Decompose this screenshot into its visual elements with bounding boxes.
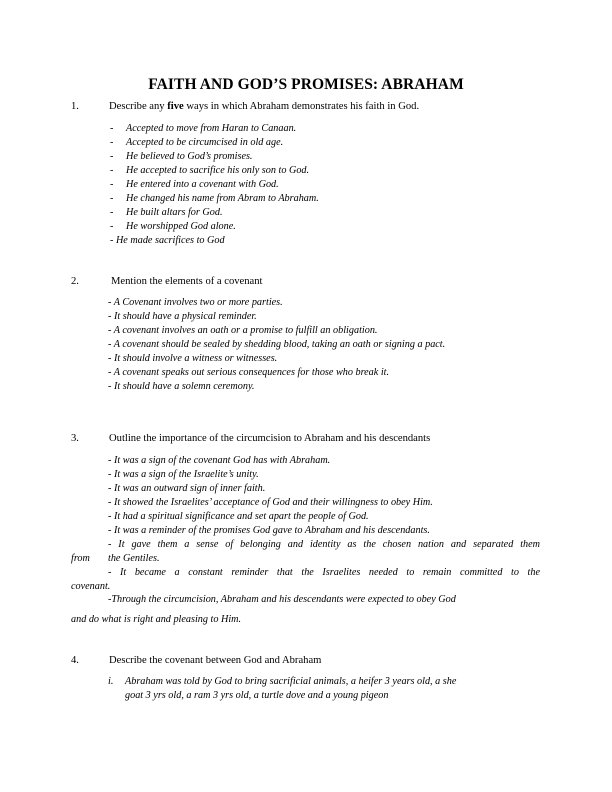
answer-list-3 — [108, 454, 540, 538]
list-item: - He changed his name from Abram to Abraham. — [110, 193, 319, 204]
question-4 — [71, 655, 551, 669]
question-number: 1. — [71, 101, 79, 112]
question-text: Mention the elements of a covenant — [111, 276, 263, 287]
list-item: - It was a sign of the Israelite’s unity. — [108, 469, 259, 480]
answer-text: He worshipped God alone. — [126, 221, 236, 232]
question-3 — [71, 433, 551, 447]
answer-text: He entered into a covenant with God. — [126, 179, 279, 190]
long-answer-3-line1: -Through the circumcision, Abraham and his descendants were expected to obey God — [108, 594, 456, 605]
long-answer-3-line2: and do what is right and pleasing to Him. — [71, 614, 242, 625]
answer-text: - It gave them a sense of belonging and identity as the chosen nation and separated them — [108, 539, 540, 550]
list-item: - He accepted to sacrifice his only son to God. — [110, 165, 310, 176]
question-text — [109, 101, 419, 112]
question-1 — [71, 101, 551, 115]
list-item-continuation: goat 3 yrs old, a ram 3 yrs old, a turtle dove and a young pigeon — [125, 690, 389, 701]
question-number: 3. — [71, 433, 79, 444]
list-item: - It was a sign of the covenant God has with Abraham. — [108, 455, 331, 466]
answer-text: Accepted to move from Haran to Canaan. — [126, 123, 297, 134]
answer-text: He accepted to sacrifice his only son to God. — [126, 165, 310, 176]
answer-text: Accepted to be circumcised in old age. — [126, 137, 284, 148]
list-item: - He built altars for God. — [110, 207, 223, 218]
question-text: Describe the covenant between God and Abraham — [109, 655, 322, 666]
list-item: - A covenant should be sealed by shedding blood, taking an oath or signing a pact. — [108, 339, 446, 350]
list-item: - He made sacrifices to God — [110, 235, 225, 246]
item-marker: i. — [108, 676, 114, 687]
list-item: - He worshipped God alone. — [110, 221, 236, 232]
long-answer-2-line2: covenant. — [71, 581, 111, 592]
list-item — [108, 675, 548, 689]
list-item: - It was a reminder of the promises God gave to Abraham and his descendants. — [108, 525, 430, 536]
list-item: - A covenant speaks out serious consequences for those who break it. — [108, 367, 390, 378]
question-text-part: Describe any — [109, 101, 168, 112]
answer-text: He changed his name from Abram to Abraham. — [126, 193, 319, 204]
question-text-part: ways in which Abraham demonstrates his faith in God. — [183, 101, 420, 112]
long-answer-1-line2: the Gentiles. — [108, 553, 160, 564]
list-item: - He entered into a covenant with God. — [110, 179, 279, 190]
long-answer-2-line1 — [108, 566, 540, 580]
list-item: - It was an outward sign of inner faith. — [108, 483, 266, 494]
answer-list-4 — [108, 675, 548, 703]
list-item: - It should involve a witness or witnesses. — [108, 353, 278, 364]
list-item: - A covenant involves an oath or a promise to fulfill an obligation. — [108, 325, 378, 336]
list-item: - Accepted to be circumcised in old age. — [110, 137, 284, 148]
answer-list-2 — [108, 296, 548, 394]
list-item: - It had a spiritual significance and set apart the people of God. — [108, 511, 369, 522]
list-item: - It showed the Israelites’ acceptance of God and their willingness to obey Him. — [108, 497, 433, 508]
answer-list-1 — [110, 122, 550, 248]
question-text: Outline the importance of the circumcision to Abraham and his descendants — [109, 433, 431, 444]
question-number: 4. — [71, 655, 79, 666]
list-item: - It should have a solemn ceremony. — [108, 381, 255, 392]
list-item: - Accepted to move from Haran to Canaan. — [110, 123, 297, 134]
list-item: - It should have a physical reminder. — [108, 311, 257, 322]
long-answer-1-from: from — [71, 553, 90, 564]
question-number: 2. — [71, 276, 79, 287]
question-text-bold: five — [167, 101, 184, 112]
answer-text: Abraham was told by God to bring sacrificial animals, a heifer 3 years old, a she — [125, 676, 457, 687]
page-title: FAITH AND GOD’S PROMISES: ABRAHAM — [148, 76, 464, 93]
answer-text: - It became a constant reminder that the Israelites needed to remain committed to the — [108, 567, 540, 578]
answer-text: He built altars for God. — [126, 207, 223, 218]
answer-text: He believed to God’s promises. — [126, 151, 253, 162]
long-answer-1-line1 — [108, 538, 540, 552]
list-item: - A Covenant involves two or more parties. — [108, 297, 283, 308]
list-item: - He believed to God’s promises. — [110, 151, 253, 162]
question-2 — [71, 276, 551, 290]
